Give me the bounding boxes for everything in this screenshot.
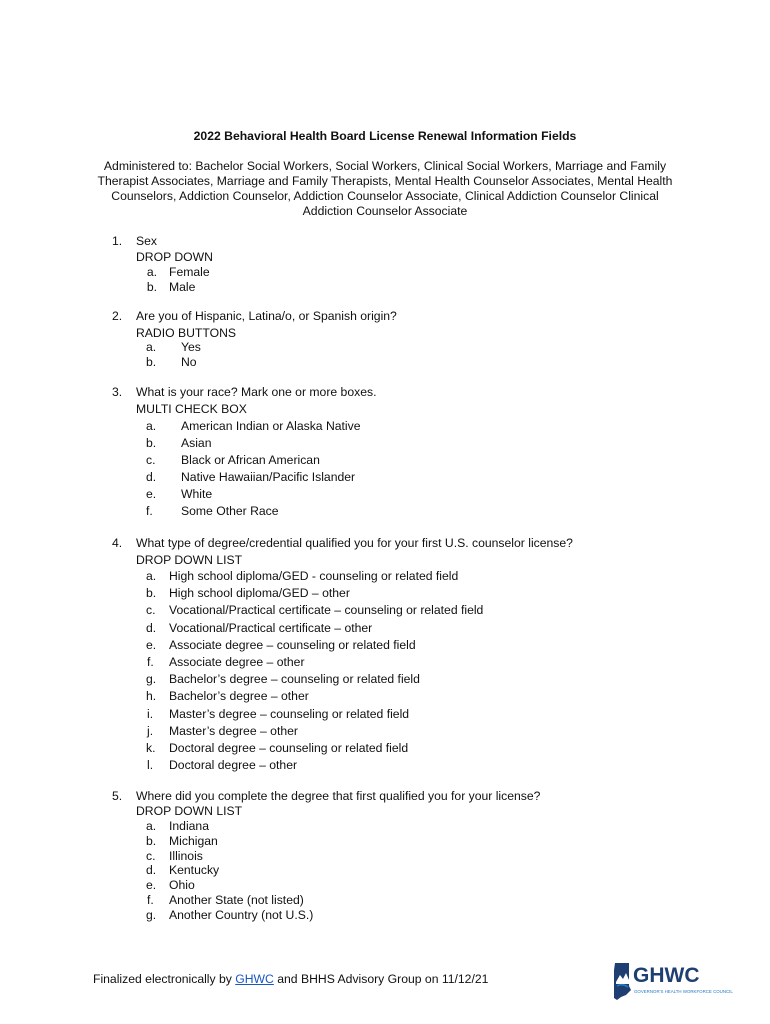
page-title: 2022 Behavioral Health Board License Renewal Information Fields (193, 129, 577, 143)
question-text: Where did you complete the degree that first qualified you for your license? (136, 789, 541, 803)
question-number: 3. (112, 385, 123, 399)
ghwc-logo-icon (611, 960, 733, 1004)
field-type-label: DROP DOWN (136, 250, 213, 264)
intro-paragraph: Administered to: Bachelor Social Workers, Social Workers, Clinical Social Workers, Marriage and Family Therapist Associates, Marriage and Family Therapists, Mental Health Counselor Associates, Mental Health Counselors, Addiction Counselor, Addiction Counselor Associate, Clinical Addiction Counselor Clinical Addiction Counselor Associate (97, 159, 673, 218)
footer-text-before: Finalized electronically by (93, 972, 236, 986)
question-text: Are you of Hispanic, Latina/o, or Spanish origin? (136, 309, 397, 323)
logo-wordmark: GHWC (633, 964, 700, 987)
ghwc-link[interactable]: GHWC (235, 972, 274, 986)
question-text: What type of degree/credential qualified you for your first U.S. counselor license? (136, 536, 573, 550)
question-number: 2. (112, 309, 123, 323)
field-type-label: MULTI CHECK BOX (136, 402, 247, 416)
field-type-label: DROP DOWN LIST (136, 553, 243, 567)
ghwc-logo (611, 960, 733, 1004)
question-text: What is your race? Mark one or more boxes. (136, 385, 377, 399)
field-type-label: RADIO BUTTONS (136, 326, 236, 340)
question-number: 1. (112, 234, 123, 248)
footer-text-after: and BHHS Advisory Group on 11/12/21 (273, 972, 489, 986)
footer-note (93, 972, 488, 986)
logo-subtext: GOVERNOR'S HEALTH WORKFORCE COUNCIL (634, 989, 733, 994)
question-number: 4. (112, 536, 123, 550)
question-number: 5. (112, 789, 123, 803)
field-type-label: DROP DOWN LIST (136, 804, 243, 818)
question-text: Sex (136, 234, 158, 248)
